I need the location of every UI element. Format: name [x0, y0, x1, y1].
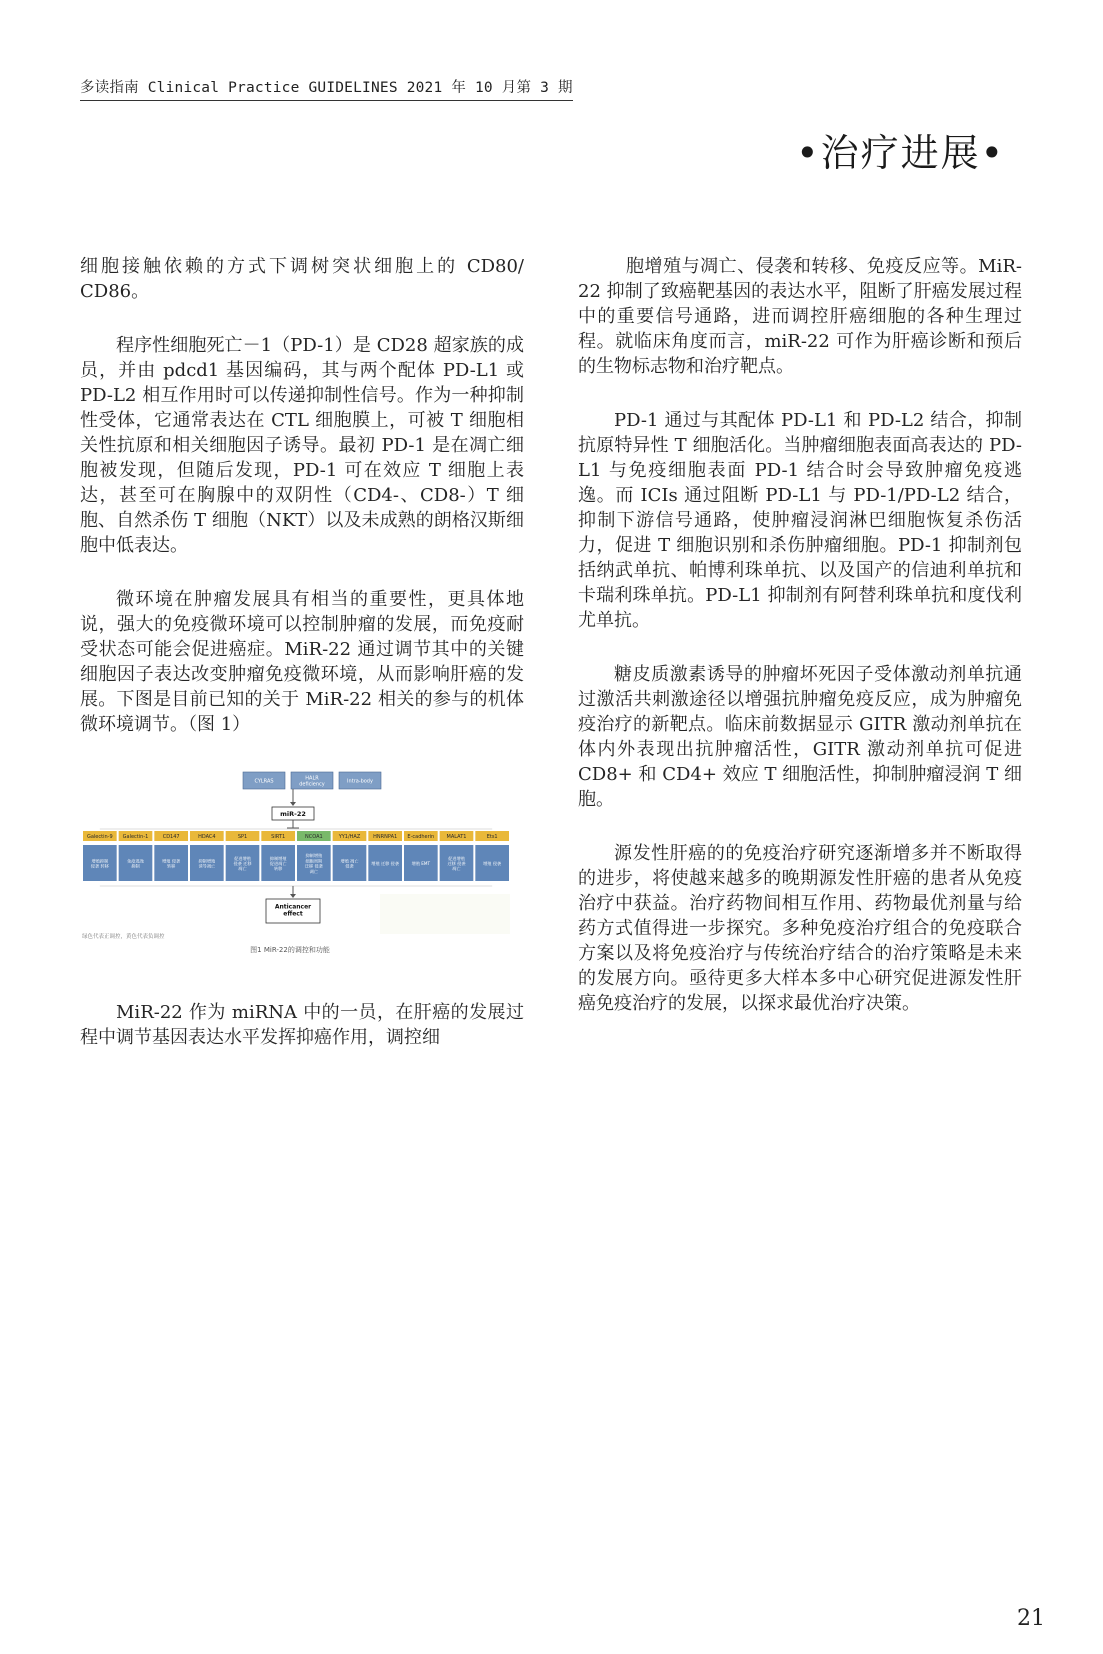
page-number: 21	[1017, 1606, 1045, 1631]
top-box-label-0: CYLRAS	[254, 778, 274, 785]
paragraph-left-3: 微环境在肿瘤发展具有相当的重要性，更具体地说，强大的免疫微环境可以控制肿瘤的发展，而免疫耐受状态可能会促进癌症。MiR-22 通过调节其中的关键细胞因子表达改变肿瘤免疫微环境，从而影响肝癌的发展。下图是目前已知的关于 MiR-22 相关的参与的机体微环境调节。（图 1）	[80, 589, 524, 735]
effect-label-0: 增殖抑制侵袭 转移	[90, 858, 109, 869]
effect-label-7: 增殖 凋亡侵袭	[340, 858, 359, 869]
figure-mir22-regulation	[80, 766, 524, 976]
arrow-bottom-head	[290, 894, 296, 898]
effect-label-2: 增殖 侵袭转移	[162, 858, 181, 869]
arrow-top-head	[290, 802, 296, 806]
left-column	[80, 254, 524, 1079]
paragraph-left-2: 程序性细胞死亡－1（PD-1）是 CD28 超家族的成员，并由 pdcd1 基因编码，其与两个配体 PD-L1 或 PD-L2 相互作用时可以传递抑制性信号。作为一种抑制性受体，它通常表达在 CTL 细胞膜上，可被 T 细胞相关性抗原和相关细胞因子诱导。最初 PD-1 是在凋亡细胞被发现，但随后发现，PD-1 可在效应 T 细胞上表达，甚至可在胸腺中的双阴性（CD4-、CD8-）T 细胞、自然杀伤 T 细胞（NKT）以及未成熟的朗格汉斯细胞中低表达。	[80, 335, 524, 556]
paragraph-left-4: MiR-22 作为 miRNA 中的一员，在肝癌的发展过程中调节基因表达水平发挥抑癌作用，调控细	[80, 1002, 524, 1048]
target-label-11: Ets1	[486, 834, 498, 840]
figure-caption: 图1 MiR-22的调控和功能	[250, 946, 330, 954]
effect-label-3: 抑制增殖诱导凋亡	[198, 858, 216, 869]
target-label-9: E-cadherin	[407, 834, 435, 840]
effect-label-9: 增殖 EMT	[411, 861, 431, 866]
effect-label-5: 抑制增殖促进凋亡转移	[269, 855, 287, 872]
top-box-label-1: HALR deficiency	[299, 775, 325, 788]
figure-diagram	[80, 766, 524, 976]
figure-legend: 绿色代表正调控，黄色代表负调控	[82, 934, 165, 940]
running-head: 多读指南 Clinical Practice GUIDELINES 2021 年 10 月第 3 期	[80, 76, 573, 101]
paragraph-right-4: 源发性肝癌的的免疫治疗研究逐渐增多并不断取得的进步，将使越来越多的晚期源发性肝癌的患者从免疫治疗中获益。治疗药物间相互作用、药物最优剂量与给药方式值得进一步探究。多种免疫治疗组合的免疫联合方案以及将免疫治疗与传统治疗结合的治疗策略是未来的发展方向。亟待更多大样本多中心研究促进源发性肝癌免疫治疗的发展，以探求最优治疗决策。	[578, 843, 1022, 1014]
right-column	[578, 254, 1022, 1045]
target-label-10: MALAT1	[446, 834, 467, 840]
target-label-0: Galectin-9	[86, 834, 113, 840]
paragraph-right-1: 胞增殖与凋亡、侵袭和转移、免疫反应等。MiR-22 抑制了致癌靶基因的表达水平，阻断了肝癌发展过程中的重要信号通路，进而调控肝癌细胞的各种生理过程。就临床角度而言，miR-22 可作为肝癌诊断和预后的生物标志物和治疗靶点。	[578, 256, 1022, 377]
target-label-6: NCOA1	[304, 834, 323, 840]
effect-label-11: 增殖 侵袭	[483, 861, 502, 866]
paragraph-right-3: 糖皮质激素诱导的肿瘤坏死因子受体激动剂单抗通过激活共刺激途径以增强抗肿瘤免疫反应，成为肿瘤免疫治疗的新靶点。临床前数据显示 GITR 激动剂单抗在体内外表现出抗肿瘤活性，GITR 激动剂单抗可促进 CD8+ 和 CD4+ 效应 T 细胞活性，抑制肿瘤浸润 T 细胞。	[578, 664, 1022, 810]
section-title: •治疗进展•	[796, 131, 1005, 175]
paragraph-right-2: PD-1 通过与其配体 PD-L1 和 PD-L2 结合，抑制抗原特异性 T 细胞活化。当肿瘤细胞表面高表达的 PD-L1 与免疫细胞表面 PD-1 结合时会导致肿瘤免疫逃逸。而 ICIs 通过阻断 PD-L1 与 PD-1/PD-L2 结合，抑制下游信号通路，使肿瘤浸润淋巴细胞恢复杀伤活力，促进 T 细胞识别和杀伤肿瘤细胞。PD-1 抑制剂包括纳武单抗、帕博利珠单抗、以及国产的信迪利单抗和卡瑞利珠单抗。PD-L1 抑制剂有阿替利珠单抗和度伐利尤单抗。	[578, 410, 1022, 631]
target-label-2: CD147	[162, 834, 180, 840]
paragraph-left-1: 细胞接触依赖的方式下调树突状细胞上的 CD80/ CD86。	[80, 256, 524, 302]
effect-label-10: 促进增殖迁移 侵袭凋亡	[447, 855, 466, 872]
target-label-8: HNRNPA1	[373, 834, 398, 840]
mir22-label: miR-22	[280, 810, 306, 818]
top-box-label-2: Intra-body	[347, 778, 373, 785]
target-label-1: Galectin-1	[122, 834, 149, 840]
outcome-label: Anticancer effect	[274, 903, 312, 918]
target-label-7: YY1/HAZ	[338, 834, 361, 840]
effect-label-6: 抑制增殖细胞周期迁移 侵袭凋亡	[304, 853, 323, 874]
figure-bg-patch	[380, 894, 510, 934]
target-label-3: HDAC4	[198, 834, 216, 840]
effect-label-4: 促进增殖侵袭 迁移凋亡	[233, 855, 252, 872]
effect-label-1: 免疫逃逸抑制	[127, 858, 144, 869]
target-label-4: SP1	[237, 834, 248, 840]
target-label-5: SIRT1	[271, 834, 286, 840]
effect-label-8: 增殖 迁移 侵袭	[371, 861, 400, 866]
